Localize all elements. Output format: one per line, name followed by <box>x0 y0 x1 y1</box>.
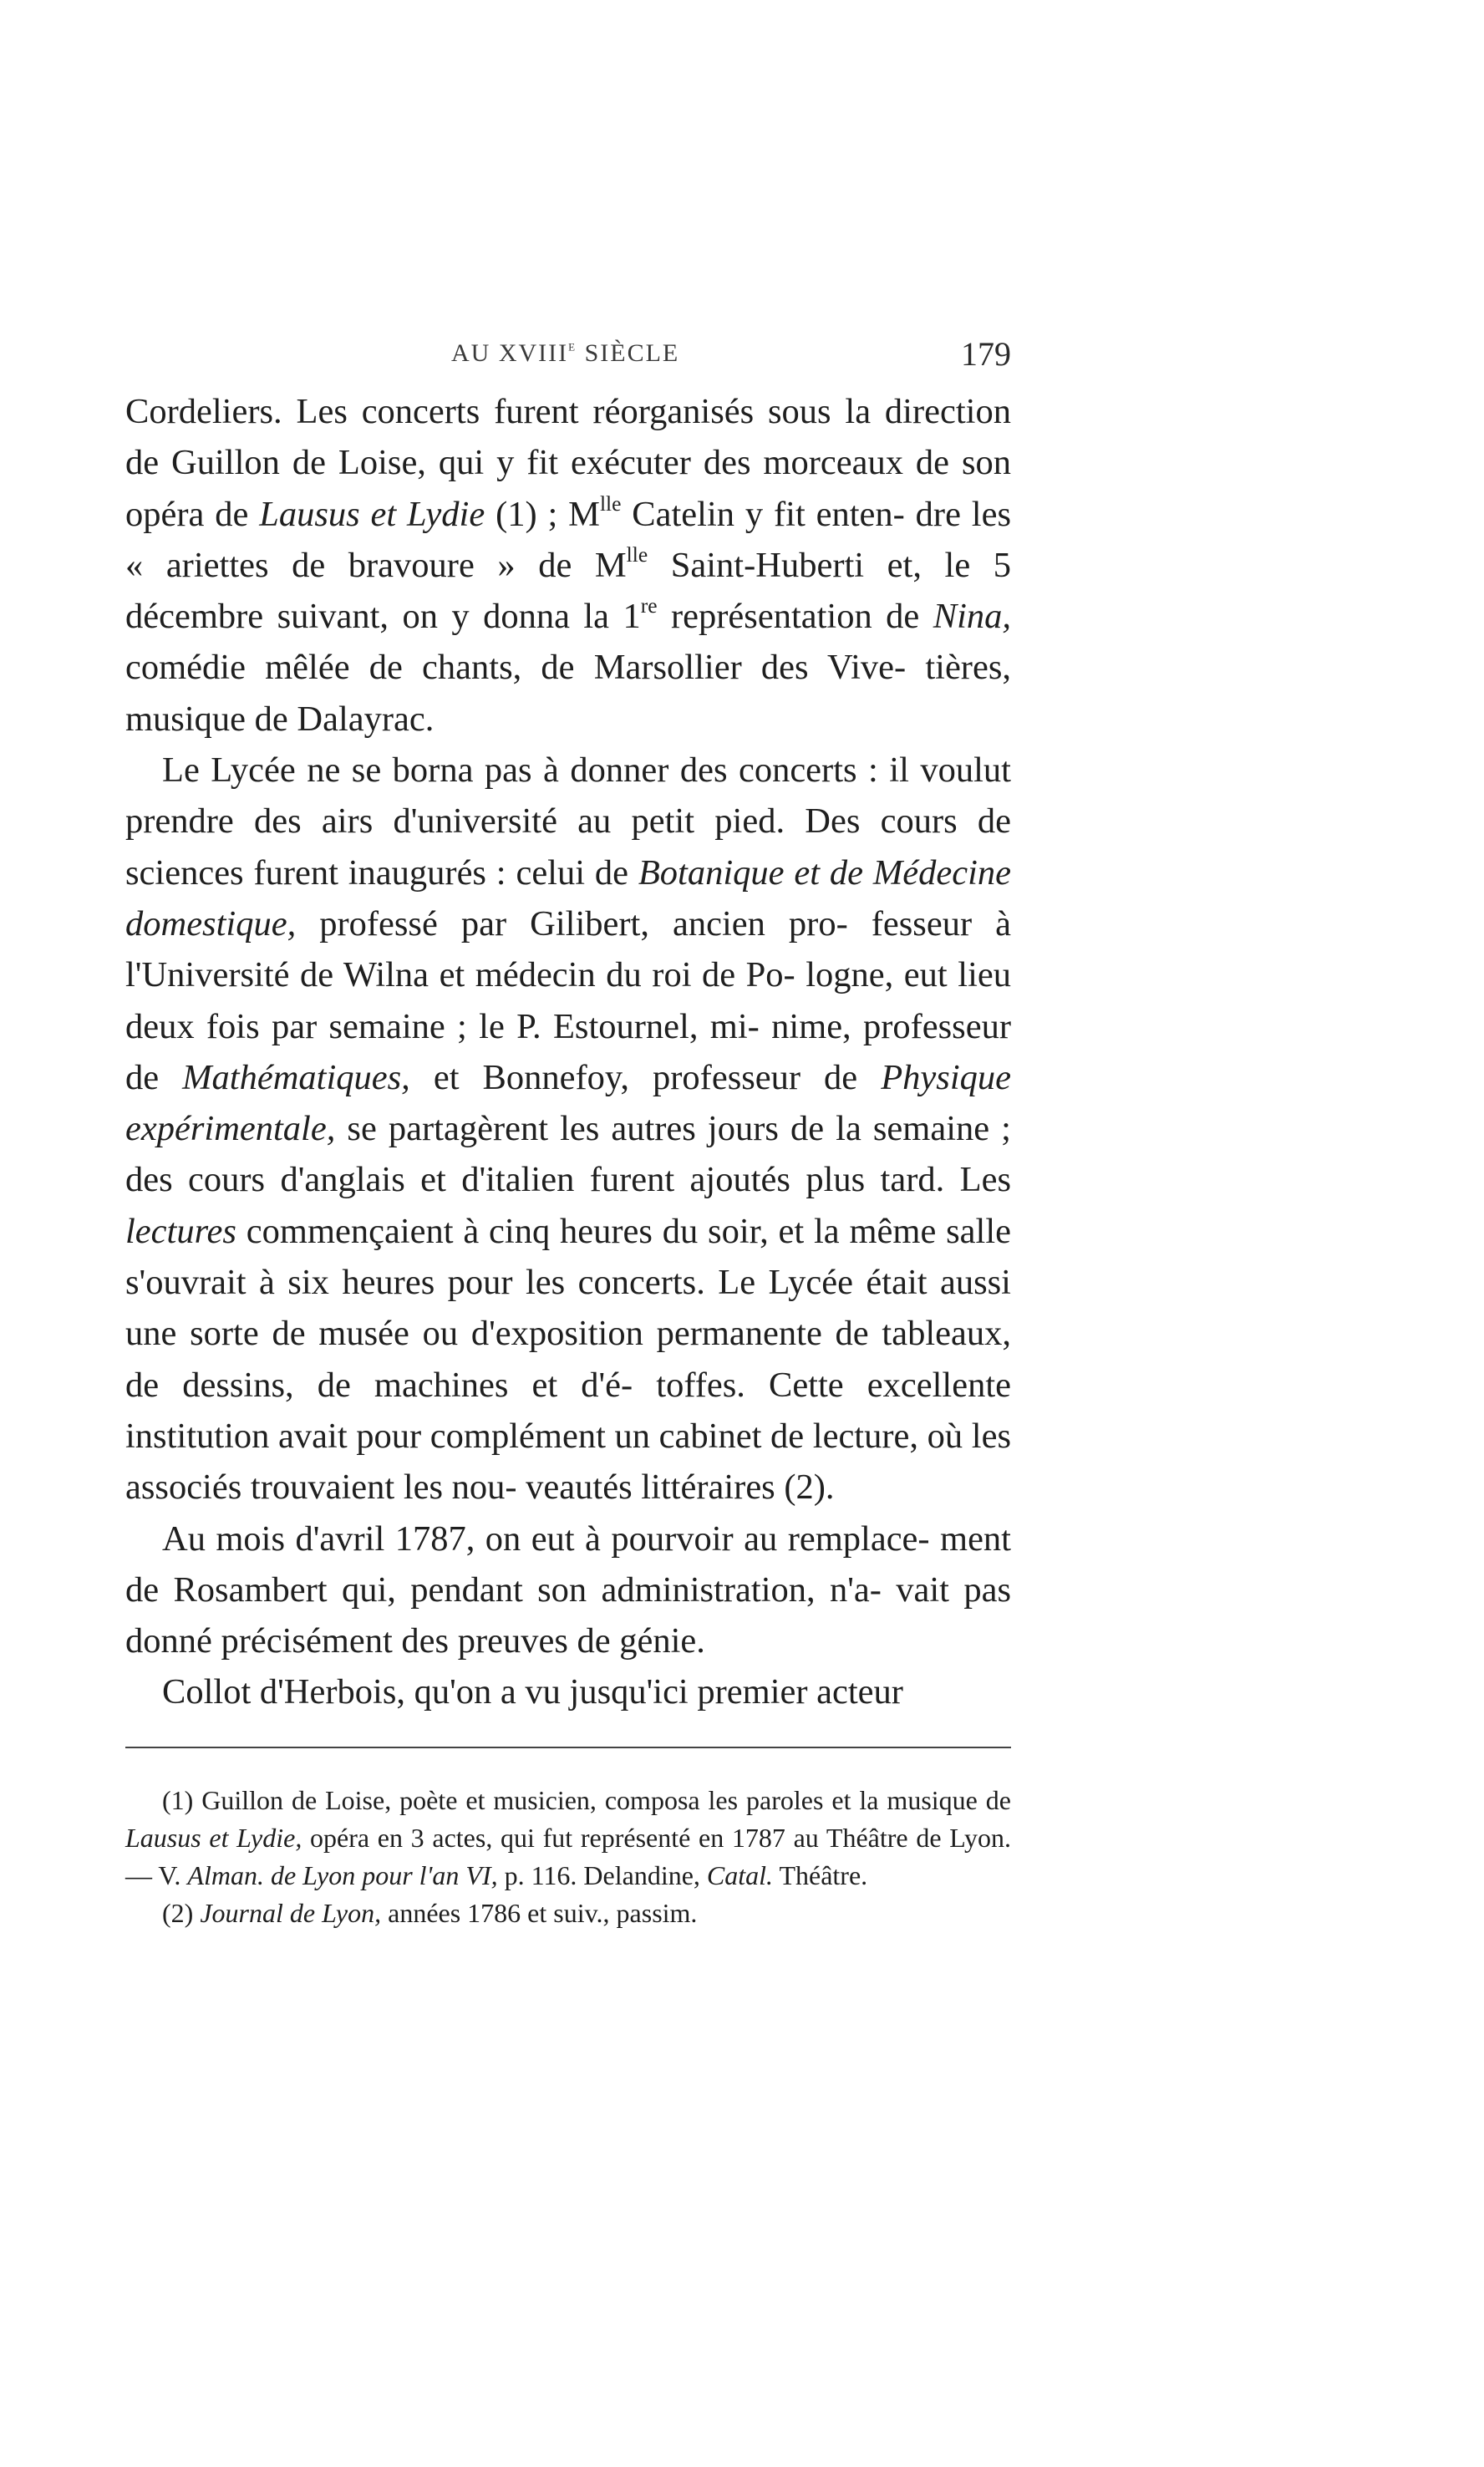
course-physique: Physique expérimentale, <box>125 1057 1011 1149</box>
footnote-rule <box>125 1747 1011 1748</box>
paragraph-4: Collot d'Herbois, qu'on a vu jusqu'ici premier acteur <box>162 1672 903 1712</box>
footnote-1: (1) Guillon de Loise, poète et musicien, composa les paroles et la musique de Lausus et Lydie, opéra en 3 actes, qui fut représenté en 1787 au Théâtre de Lyon. — V. Alman. de Lyon pour l'an VI, p. 116. Delandine, Catal. Théâtre. <box>125 1785 1012 1890</box>
course-math: Mathématiques, <box>182 1057 410 1097</box>
page-header <box>125 334 1011 384</box>
paragraph-3: Au mois d'avril 1787, on eut à pourvoir au remplace- ment de Rosambert qui, pendant son administration, n'a- vait pas donné précisément des preuves de génie. <box>125 1518 1011 1661</box>
running-title: AU XVIIIe SIÈCLE <box>451 337 680 367</box>
course-botanique: Botanique et de Médecine domestique, <box>125 852 1011 944</box>
paragraph-1: Cordeliers. Les concerts furent réorganisés sous la direction de Guillon de Loise, qui y fit exécuter des morceaux de son opéra de Lausus et Lydie (1) ; $M^{lle}$ Catelin y fit enten- dre les « ariettes de bravoure » de $M^{lle}$ Saint-Huberti et, le 5 décembre suivant, on y donna la 1re représentation de Nina, comédie mêlée de chants, de Marsollier des Vive- tières, musique de Dalayrac. <box>125 392 1012 739</box>
footnote-2: (2) Journal de Lyon, années 1786 et suiv., passim. <box>162 1898 698 1928</box>
lectures-word: lectures <box>125 1211 236 1251</box>
footnotes <box>125 1782 1011 1932</box>
page-number: 179 <box>961 335 1011 373</box>
paragraph-2: Le Lycée ne se borna pas à donner des concerts : il voulut prendre des airs d'université au petit pied. Des cours de sciences furent inaugurés : celui de Botanique et de Médecine domestique, professé par Gilibert, ancien pro- fesseur à l'Université de Wilna et médecin du roi de Po- logne, eut lieu deux fois par semaine ; le P. Estournel, mi- nime, professeur de Mathématiques, et Bonnefoy, professeur de Physique expérimentale, se partagèrent les autres jours de la semaine ; des cours d'anglais et d'italien furent ajoutés plus tard. Les lectures commençaient à cinq heures du soir, et la même salle s'ouvrait à six heures pour les concerts. Le Lycée était aussi une sorte de musée ou d'exposition permanente de tableaux, de dessins, de machines et d'é- toffes. Cette excellente institution avait pour complément un cabinet de lecture, où les associés trouvaient les nou- veautés littéraires (2). <box>125 750 1011 1508</box>
nina-title: Nina, <box>933 597 1012 637</box>
opera-title: Lausus et Lydie <box>259 494 485 534</box>
body-text <box>125 386 1011 1718</box>
